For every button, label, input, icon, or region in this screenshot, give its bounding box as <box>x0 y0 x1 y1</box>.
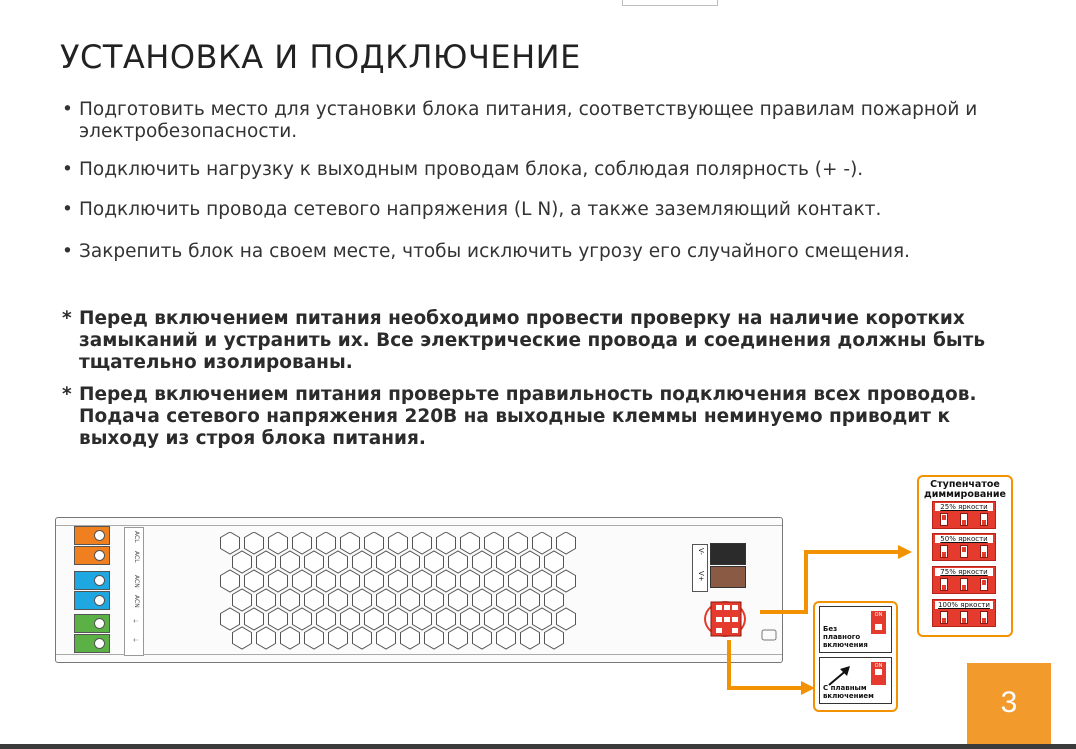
dip-toggle <box>960 513 968 526</box>
soft-start-panel <box>813 601 898 712</box>
list-item: • Закрепить блок на своем месте, чтобы исключить угрозу его случайного смещения. <box>62 241 1022 263</box>
dip-mode-100 <box>932 599 996 627</box>
dip-mode-label: 100% яркости <box>935 601 993 609</box>
terminal-label: ACN <box>133 595 140 608</box>
stepped-dimming-panel <box>917 475 1013 637</box>
list-item: • Подключить провода сетевого напряжения (L N), а также заземляющий контакт. <box>62 199 1022 221</box>
soft-start-on-label: С плавным включением <box>823 684 874 700</box>
soft-start-off-label: Без плавного включения <box>823 625 868 649</box>
page-number: 3 <box>1000 686 1018 719</box>
output-label: V- <box>697 548 705 555</box>
warning-note: * Перед включением питания необходимо провести проверку на наличие коротких замыканий и устранить их. Все электрические провода и соединения должны быть тщательно изолированы. <box>62 308 1022 374</box>
page-number-badge <box>967 663 1051 749</box>
dip-mode-label: 25% яркости <box>935 503 993 511</box>
dip-toggle <box>980 611 988 624</box>
dip-toggle <box>940 578 948 591</box>
switch-on-label: ON <box>874 612 883 618</box>
dip-mode-label: 75% яркости <box>935 568 993 576</box>
list-item: • Подключить нагрузку к выходным проводам блока, соблюдая полярность (+ -). <box>62 159 1022 181</box>
dip-toggle <box>960 578 968 591</box>
dip-toggle <box>980 545 988 558</box>
page-title: УСТАНОВКА И ПОДКЛЮЧЕНИЕ <box>60 38 581 76</box>
mini-dip-switch <box>871 611 886 634</box>
warning-note: * Перед включением питания проверьте правильность подключения всех проводов. Подача сетевого напряжения 220В на выходные клеммы неминуемо приводит к выходу из строя блока питания. <box>62 384 1022 450</box>
list-item: • Подготовить место для установки блока питания, соответствующее правилам пожарной и электробезопасности. <box>62 99 1022 143</box>
soft-start-on-cell <box>819 657 892 704</box>
terminal-label: ACL <box>133 551 140 563</box>
dip-toggle <box>980 513 988 526</box>
terminal-label: ⏚ <box>131 618 138 625</box>
mini-dip-switch <box>871 662 886 685</box>
dip-mode-50 <box>932 533 996 561</box>
dip-mode-label: 50% яркости <box>935 535 993 543</box>
soft-start-off-cell <box>819 606 892 653</box>
dip-toggle <box>940 545 948 558</box>
output-label: V+ <box>697 571 705 582</box>
dip-toggle <box>940 513 948 526</box>
footer-bar <box>0 744 1076 749</box>
switch-on-label: ON <box>874 663 883 669</box>
terminal-label: ACN <box>133 575 140 588</box>
dip-toggle <box>960 545 968 558</box>
dip-mode-75 <box>932 566 996 594</box>
dip-mode-25 <box>932 501 996 529</box>
dimming-title: Ступенчатое диммирование <box>924 479 1006 500</box>
dip-toggle <box>960 611 968 624</box>
dip-toggle <box>940 611 948 624</box>
terminal-label: ACL <box>133 531 140 543</box>
terminal-label: ⏚ <box>131 637 138 644</box>
dip-toggle <box>980 578 988 591</box>
